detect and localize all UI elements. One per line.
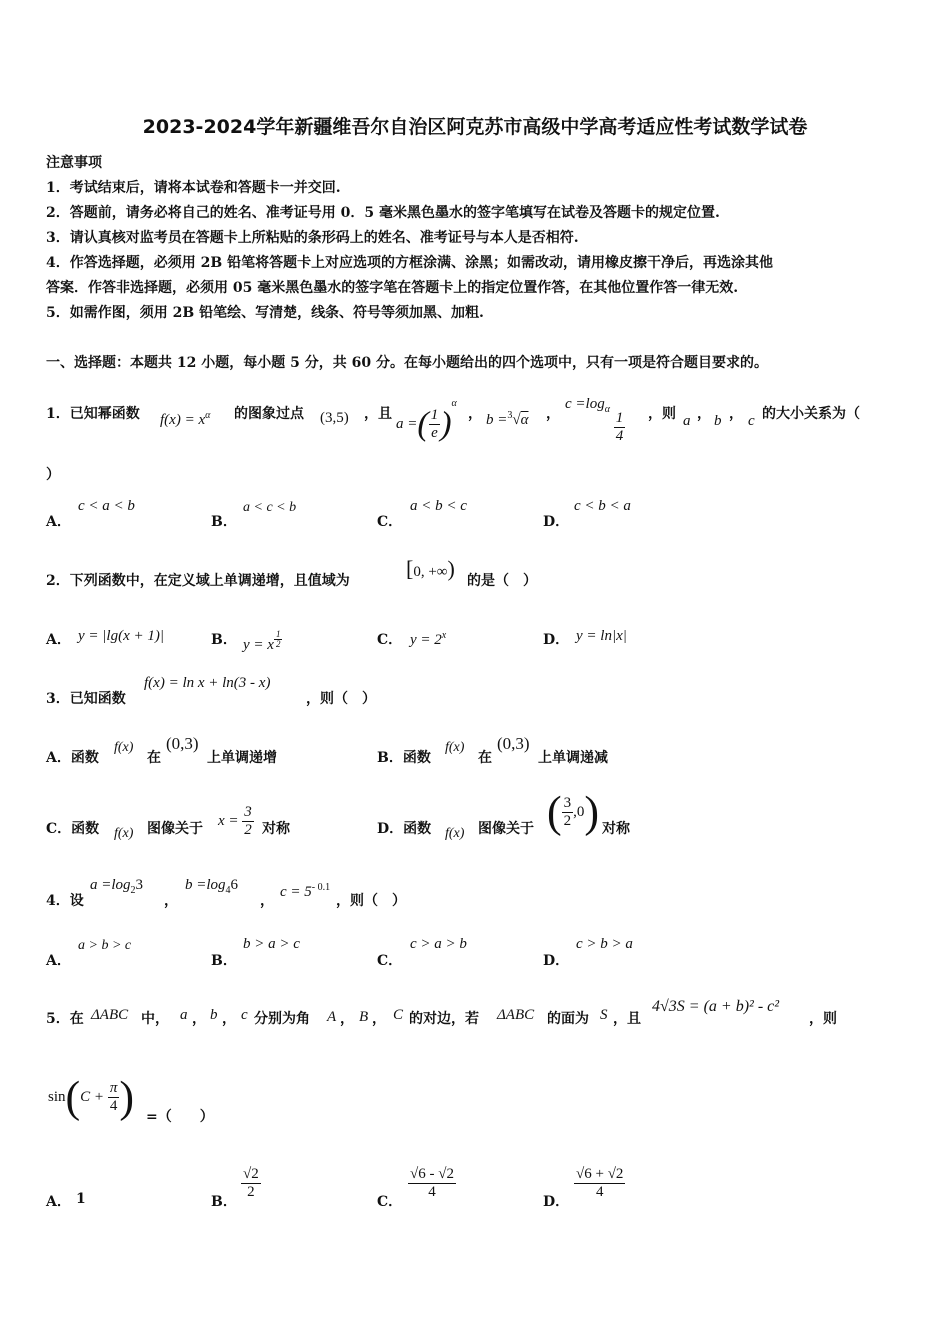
q5-var: a bbox=[180, 1007, 188, 1023]
q3-fx: f(x) bbox=[445, 826, 465, 841]
q3-func: f(x) = ln x + ln(3 - x) bbox=[144, 675, 271, 691]
q3-option-a-pre: A．函数 bbox=[46, 750, 99, 766]
q2-option-a: y = |lg(x + 1)| bbox=[78, 628, 164, 644]
q4-comma: ， bbox=[260, 893, 274, 909]
note-item: 5．如需作图，须用 2B 铅笔绘、写清楚，线条、符号等须加黑、加粗. bbox=[46, 305, 484, 321]
q1-var: a bbox=[683, 413, 691, 429]
q3-option-a-post: 上单调递增 bbox=[207, 750, 277, 766]
q1-comma: ， bbox=[546, 406, 560, 422]
q3-option-b-post: 上单调递减 bbox=[538, 750, 608, 766]
q5-text: 5．在 bbox=[46, 1011, 84, 1027]
q4-option-a: a > b > c bbox=[78, 938, 132, 953]
q5-comma: ， bbox=[340, 1011, 354, 1027]
q2-text: 的是（ ） bbox=[467, 573, 537, 589]
q4-comma: ， bbox=[164, 893, 178, 909]
q5-option-b: $\frac{√2}{2}$ bbox=[243, 1166, 259, 1200]
q2-option-b: y = x $\frac{1}{2}$ bbox=[243, 629, 281, 653]
q4-option-label: C． bbox=[377, 953, 403, 969]
q5-expression: sin(C + $\frac{\pi}{4}$ ) bbox=[48, 1072, 134, 1122]
q1-text: 1．已知幂函数 bbox=[46, 406, 140, 422]
q2-text: 2．下列函数中，在定义域上单调递增，且值域为 bbox=[46, 573, 350, 589]
q1-comma: ， bbox=[697, 406, 711, 422]
q5-option-label: C． bbox=[377, 1194, 403, 1210]
q3-center: ( $\frac{3}{2}$ ,0) bbox=[547, 787, 600, 837]
q3-text: 对称 bbox=[602, 821, 630, 837]
q3-option-b-pre: B．函数 bbox=[377, 750, 431, 766]
q3-option-c-pre: C．函数 bbox=[46, 821, 100, 837]
q5-var: b bbox=[210, 1007, 218, 1023]
q1-option-c: a < b < c bbox=[410, 498, 467, 514]
q1-comma: ， bbox=[468, 406, 482, 422]
q5-text: ，且 bbox=[613, 1011, 641, 1027]
q1-var: b bbox=[714, 413, 722, 429]
q1-b-def: b =$^3$√α bbox=[486, 410, 529, 428]
note-item: 答案．作答非选择题，必须用 05 毫米黑色墨水的签字笔在答题卡上的指定位置作答，在其他位置作答一律无效. bbox=[46, 280, 739, 296]
q5-angle: B bbox=[359, 1009, 369, 1025]
q5-var: c bbox=[241, 1007, 248, 1023]
q1-option-label: A． bbox=[46, 514, 71, 530]
q5-comma: ， bbox=[372, 1011, 386, 1027]
q2-option-d: y = ln|x| bbox=[576, 628, 627, 644]
q1-option-b: a < c < b bbox=[243, 500, 297, 515]
q4-text: 4．设 bbox=[46, 893, 84, 909]
q5-equation: 4√3S = (a + b)² - c² bbox=[652, 998, 780, 1015]
q4-text: ，则（ ） bbox=[336, 893, 406, 909]
q5-text: 分别为角 bbox=[254, 1011, 310, 1027]
q5-angle: C bbox=[393, 1007, 404, 1023]
q1-text: 的大小关系为（ bbox=[762, 406, 860, 422]
q1-point: (3,5) bbox=[320, 410, 349, 426]
q5-comma: ， bbox=[192, 1011, 206, 1027]
q2-option-c: $y = 2^x$ bbox=[410, 630, 447, 648]
q3-text: ，则（ ） bbox=[306, 691, 376, 707]
q3-text: 在 bbox=[478, 750, 492, 766]
q2-option-label: D． bbox=[543, 632, 570, 648]
q5-angle: A bbox=[327, 1009, 337, 1025]
q2-range: [0, +∞) bbox=[406, 556, 455, 581]
q4-b-def: $b =\log_46$ bbox=[185, 877, 239, 896]
q2-option-label: B． bbox=[211, 632, 237, 648]
q5-text: 的对边，若 bbox=[409, 1011, 479, 1027]
page-title: 2023-2024学年新疆维吾尔自治区阿克苏市高级中学高考适应性考试数学试卷 bbox=[142, 116, 808, 138]
q5-option-c: $\frac{√6 - √2}{4}$ bbox=[410, 1166, 454, 1200]
q5-text: 的面为 bbox=[547, 1011, 589, 1027]
q5-eq-tail: =（ ） bbox=[146, 1109, 214, 1125]
q4-a-def: $a =\log_23$ bbox=[90, 877, 144, 896]
q1-option-label: C． bbox=[377, 514, 403, 530]
q1-option-label: D． bbox=[543, 514, 570, 530]
q3-fx: f(x) bbox=[114, 826, 134, 841]
q5-triangle: ΔABC bbox=[91, 1007, 129, 1023]
q1-var: c bbox=[748, 413, 755, 429]
q3-text: 在 bbox=[147, 750, 161, 766]
q4-c-def: $c = 5^{- 0.1}$ bbox=[280, 882, 331, 900]
q5-option-d: $\frac{√6 + √2}{4}$ bbox=[576, 1166, 624, 1200]
q5-option-label: D． bbox=[543, 1194, 570, 1210]
note-item: 3．请认真核对监考员在答题卡上所粘贴的条形码上的姓名、准考证号与本人是否相符. bbox=[46, 230, 579, 246]
q1-text: ，则 bbox=[648, 406, 676, 422]
q5-text: 中， bbox=[141, 1011, 169, 1027]
q5-option-label: B． bbox=[211, 1194, 237, 1210]
q1-comma: ， bbox=[729, 406, 743, 422]
q3-fx: f(x) bbox=[445, 740, 465, 755]
notes-heading: 注意事项 bbox=[46, 155, 102, 171]
q1-func: $f(x) = x^\alpha$ bbox=[160, 410, 211, 428]
q1-c-def: $c =\log_\alpha$ $\frac{1}{4}$ bbox=[565, 396, 624, 444]
note-item: 1．考试结束后，请将本试卷和答题卡一并交回. bbox=[46, 180, 341, 196]
q1-option-label: B． bbox=[211, 514, 237, 530]
q5-option-label: A． bbox=[46, 1194, 71, 1210]
q5-area: S bbox=[600, 1007, 608, 1023]
q3-text: 3．已知函数 bbox=[46, 691, 126, 707]
q1-a-def: a =( $\frac{1}{e}$ )$^\alpha$ bbox=[396, 398, 457, 443]
q3-interval: (0,3) bbox=[166, 734, 199, 753]
q5-option-a: 1 bbox=[76, 1191, 86, 1207]
q4-option-label: A． bbox=[46, 953, 71, 969]
q1-option-a: c < a < b bbox=[78, 498, 135, 514]
q1-close: ） bbox=[46, 467, 60, 483]
q3-text: 图像关于 bbox=[147, 821, 203, 837]
q3-interval: (0,3) bbox=[497, 734, 530, 753]
q2-option-label: C． bbox=[377, 632, 403, 648]
q1-text: 的图象过点 bbox=[234, 406, 304, 422]
q5-text: ，则 bbox=[809, 1011, 837, 1027]
q3-fx: f(x) bbox=[114, 740, 134, 755]
q4-option-b: b > a > c bbox=[243, 936, 300, 952]
q3-axis: x = $\frac{3}{2}$ bbox=[218, 804, 252, 838]
note-item: 2．答题前，请务必将自己的姓名、准考证号用 0．5 毫米黑色墨水的签字笔填写在试卷及答题卡的规定位置. bbox=[46, 205, 720, 221]
q4-option-label: D． bbox=[543, 953, 570, 969]
q3-text: 图像关于 bbox=[478, 821, 534, 837]
q2-option-label: A． bbox=[46, 632, 71, 648]
section-heading: 一、选择题：本题共 12 小题，每小题 5 分，共 60 分。在每小题给出的四个选项中，只有一项是符合题目要求的。 bbox=[46, 355, 768, 371]
q4-option-c: c > a > b bbox=[410, 936, 467, 952]
q5-triangle: ΔABC bbox=[497, 1007, 535, 1023]
q1-option-d: c < b < a bbox=[574, 498, 631, 514]
q4-option-d: c > b > a bbox=[576, 936, 633, 952]
note-item: 4．作答选择题，必须用 2B 铅笔将答题卡上对应选项的方框涂满、涂黑；如需改动，请用橡皮擦干净后，再选涂其他 bbox=[46, 255, 774, 271]
q3-option-d-pre: D．函数 bbox=[377, 821, 432, 837]
q3-text: 对称 bbox=[262, 821, 290, 837]
q4-option-label: B． bbox=[211, 953, 237, 969]
q5-comma: ， bbox=[222, 1011, 236, 1027]
q1-text: ，且 bbox=[364, 406, 392, 422]
